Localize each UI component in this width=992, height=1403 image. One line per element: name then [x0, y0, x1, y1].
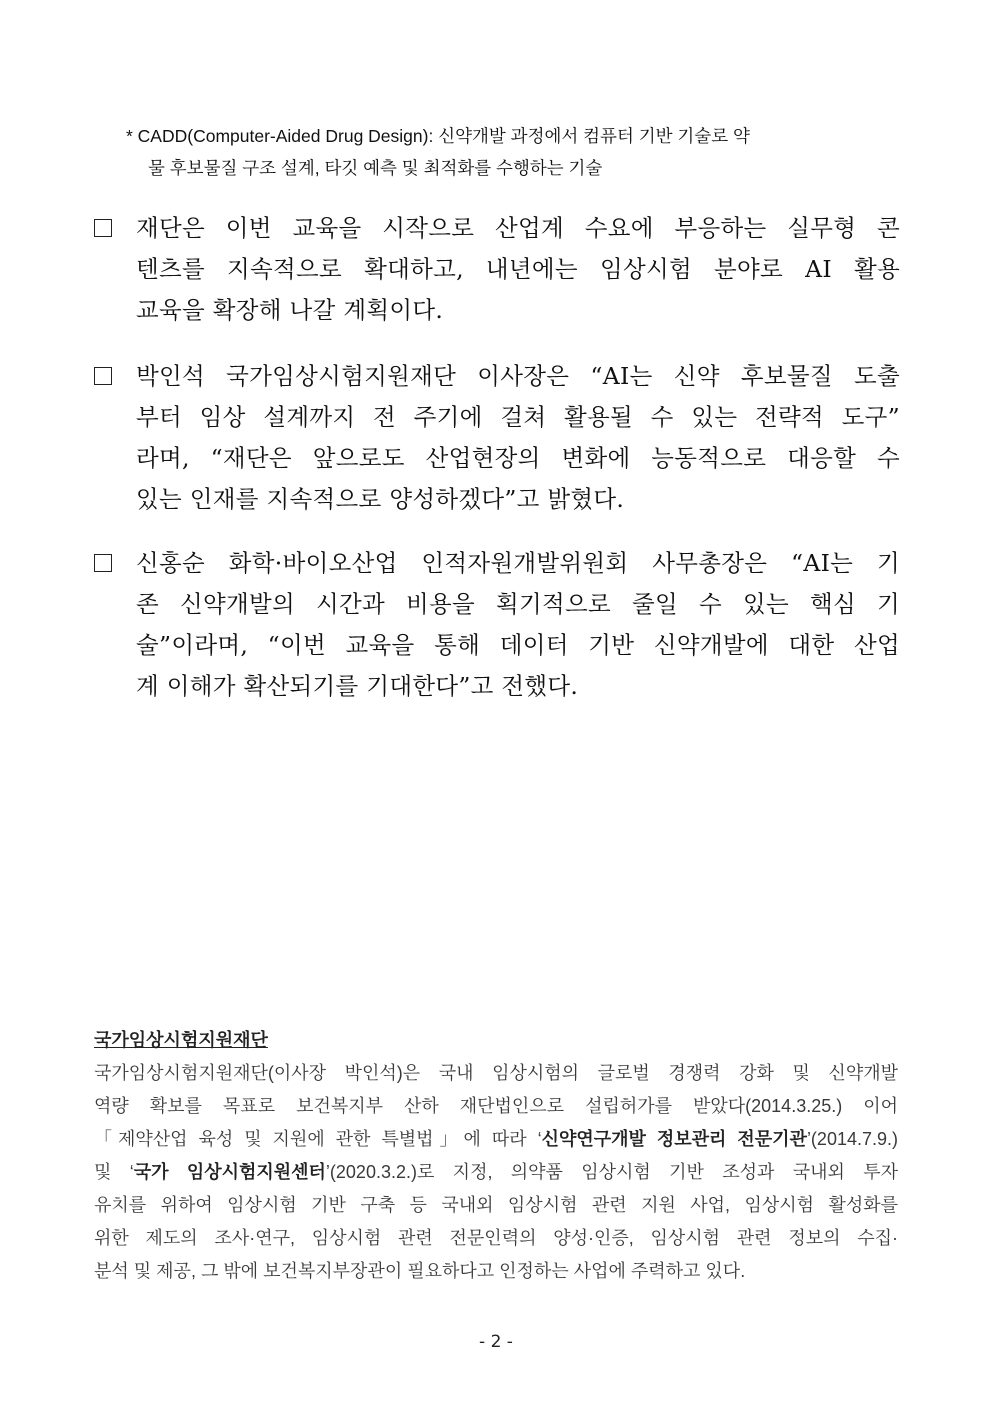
paragraph-line: 박인석 국가임상시험지원재단 이사장은 “AI는 신약 후보물질 도출 [136, 362, 900, 390]
paragraph-line: 계 이해가 확산되기를 기대한다”고 전했다. [136, 672, 579, 700]
paragraph-chairman-quote [94, 356, 900, 520]
about-bold-term: 국가 임상시험지원센터 [133, 1162, 326, 1182]
paragraph-line: 술”이라며, “이번 교육을 통해 데이터 기반 신약개발에 대한 산업 [136, 631, 900, 659]
about-line: 위한 제도의 조사·연구, 임상시험 관련 전문인력의 양성·인증, 임상시험 관련 정보의 수집· [94, 1228, 898, 1248]
about-bold-term: 신약연구개발 정보관리 전문기관 [541, 1129, 807, 1149]
paragraph-line: 라며, “재단은 앞으로도 산업현장의 변화에 능동적으로 대응할 수 [136, 444, 900, 472]
paragraph-line: 재단은 이번 교육을 시작으로 산업계 수요에 부응하는 실무형 콘 [136, 214, 900, 242]
paragraph-line: 존 신약개발의 시간과 비용을 획기적으로 줄일 수 있는 핵심 기 [136, 590, 900, 618]
paragraph-line: 신홍순 화학·바이오산업 인적자원개발위원회 사무총장은 “AI는 기 [136, 549, 900, 577]
paragraph-line: 부터 임상 설계까지 전 주기에 걸쳐 활용될 수 있는 전략적 도구” [136, 403, 900, 431]
checkbox-bullet-icon [94, 554, 112, 572]
about-foundation-section [94, 1024, 898, 1288]
about-title: 국가임상시험지원재단 [94, 1030, 268, 1050]
about-line: 분석 및 제공, 그 밖에 보건복지부장관이 필요하다고 인정하는 사업에 주력하고 있다. [94, 1261, 746, 1281]
checkbox-bullet-icon [94, 219, 112, 237]
footnote-line-2: 물 후보물질 구조 설계, 타깃 예측 및 최적화를 수행하는 기술 [148, 158, 603, 178]
paragraph-line: 텐츠를 지속적으로 확대하고, 내년에는 임상시험 분야로 AI 활용 [136, 255, 900, 283]
checkbox-bullet-icon [94, 367, 112, 385]
about-line: 국가임상시험지원재단(이사장 박인석)은 국내 임상시험의 글로벌 경쟁력 강화 및 신약개발 [94, 1063, 898, 1083]
page-number: - 2 - [479, 1332, 513, 1352]
cadd-footnote [126, 120, 898, 184]
paragraph-line: 교육을 확장해 나갈 계획이다. [136, 296, 444, 324]
paragraph-secretary-quote [94, 543, 900, 707]
about-line: 유치를 위하여 임상시험 기반 구축 등 국내외 임상시험 관련 지원 사업, 임상시험 활성화를 [94, 1195, 898, 1215]
about-body [94, 1057, 898, 1288]
footnote-line-1: * CADD(Computer-Aided Drug Design): 신약개발 과정에서 컴퓨터 기반 기술로 약 [126, 126, 750, 146]
paragraph-education-plan [94, 208, 900, 331]
about-line: 및 ‘국가 임상시험지원센터’(2020.3.2.)로 지정, 의약품 임상시험 기반 조성과 국내외 투자 [94, 1162, 898, 1182]
paragraph-line: 있는 인재를 지속적으로 양성하겠다”고 밝혔다. [136, 485, 625, 513]
about-line: 「제약산업 육성 및 지원에 관한 특별법」에 따라 ‘신약연구개발 정보관리 전문기관’(2014.7.9.) [94, 1129, 898, 1149]
about-line: 역량 확보를 목표로 보건복지부 산하 재단법인으로 설립허가를 받았다(2014.3.25.) 이어 [94, 1096, 898, 1116]
